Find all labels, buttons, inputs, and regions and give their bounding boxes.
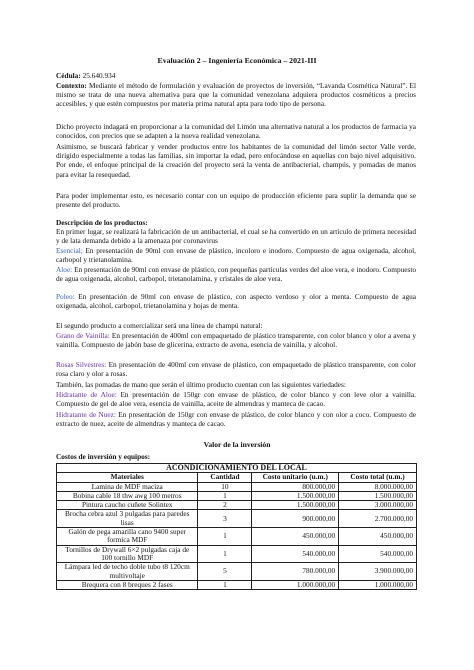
cell-cantidad: 1: [198, 545, 252, 563]
cell-costo-total: 1.000.000,00: [339, 580, 417, 589]
product-text: En presentación de 90ml con envase de plástico, incoloro e inodoro. Compuesto de agua oxigenada, alcohol, carbopol y trietanolamina.: [56, 246, 416, 265]
cedula-line: [56, 71, 416, 80]
table-row: [57, 580, 417, 589]
cell-costo-unitario: 780.000,00: [252, 563, 339, 581]
cell-cantidad: 1: [198, 491, 252, 500]
cell-cantidad: 10: [198, 482, 252, 491]
shampoo-text: En presentación de 400ml con envase de plástico, con empaquetado de plástico transparente, con color rosa claro y olor a rosas.: [56, 360, 416, 379]
pomada-aloe: [56, 390, 416, 408]
cell-material: Galón de pega amarilla cano 9400 super formica MDF: [57, 528, 198, 546]
cell-material: Lamina de MDF maciza: [57, 482, 198, 491]
pomada-text: En presentación de 150gr con envase de plástico, de color blanco y con olor a coco. Compuesto de extracto de nuez, aceite de almendras y manteca de cacao.: [56, 410, 416, 429]
cell-costo-unitario: 1.000.000,00: [252, 580, 339, 589]
product-name: Aloe:: [56, 265, 73, 274]
product-esencial: [56, 246, 416, 264]
cell-costo-unitario: 1.500.000,00: [252, 501, 339, 510]
descripcion-heading: Descripción de los productos:: [56, 218, 148, 227]
costs-table: [56, 463, 417, 590]
header-materiales: Materiales: [57, 473, 198, 482]
product-text: En presentación de 90ml con envase de plástico, con aspecto verdoso y olor a menta. Compuesto de agua oxigenada, alcohol, carbopol, trietanolamina y hojas de menta.: [56, 292, 416, 311]
cell-costo-total: 3.900.000,00: [339, 563, 417, 581]
table-row: [57, 545, 417, 563]
pomada-text: En presentación de 150gr con envase de plástico, de color blanco y con leve olor a vainilla. Compuesto de gel de aloe vera, esencia de vainilla, aceite de almendras y manteca de cacao.: [56, 390, 416, 409]
contexto-paragraph: [56, 81, 416, 109]
cell-material: Brequera con 8 breques 2 fases: [57, 580, 198, 589]
cell-costo-unitario: 540.000,00: [252, 545, 339, 563]
cell-costo-total: 3.000.000,00: [339, 501, 417, 510]
cell-cantidad: 3: [198, 510, 252, 528]
shampoo-name: Grano de Vainilla:: [56, 331, 110, 340]
valor-heading: Valor de la inversión: [203, 440, 271, 449]
second-product-intro: El segundo producto a comercializar será una línea de champú natural:: [56, 321, 263, 330]
shampoo-name: Rosas Silvestres:: [56, 360, 107, 369]
product-name: Esencial;: [56, 246, 83, 255]
shampoo-rosas: [56, 360, 416, 378]
header-costo-unitario: Costo unitario (u.m.): [252, 473, 339, 482]
cell-material: Bobina cable 18 thw awg 100 metros: [57, 491, 198, 500]
product-text: En presentación de 90ml con envase de plástico, con pequeñas partículas verdes del aloe vera, e inodoro. Compuesto de agua oxigenada, alcohol, carbopol, trietanolamina, y cristales de aloe vera.: [56, 265, 416, 284]
cell-costo-unitario: 1.500.000,00: [252, 491, 339, 500]
descripcion-intro: En primer lugar, se realizará la fabricación de un antibacterial, el cual se ha convertido en un artículo de primera necesidad y de lata demanda debido a la amenaza por coronavirus: [56, 227, 416, 246]
cell-costo-unitario: 900.000,00: [252, 510, 339, 528]
pomada-nuez: [56, 410, 416, 428]
table-row: [57, 528, 417, 546]
table-row: [57, 563, 417, 581]
contexto-label: Contexto:: [56, 81, 87, 90]
table-row: [57, 510, 417, 528]
cell-cantidad: 2: [198, 501, 252, 510]
shampoo-text: En presentación de 400ml con empaquetado de plástico transparente, con color blanco y olor a avena y vainilla. Compuesto de jabón base de glicerina, extracto de avena, esencia de vainilla, y alcohol.: [56, 331, 416, 350]
table-row: [57, 482, 417, 491]
cell-costo-total: 1.500.000,00: [339, 491, 417, 500]
product-poleo: [56, 292, 416, 310]
cell-costo-total: 8.000.000,00: [339, 482, 417, 491]
table-section-title: ACONDICIONAMIENTO DEL LOCAL: [57, 464, 417, 473]
cell-costo-unitario: 450.000,00: [252, 528, 339, 546]
cell-costo-unitario: 800.000,00: [252, 482, 339, 491]
product-name: Poleo:: [56, 292, 75, 301]
paragraph-1: Dicho proyecto indagará en proporcionar a la comunidad del Limón una alternativa natural a los productos de farmacia ya conocidos, con precios que se adapten a la nueva realidad venezolana.: [56, 122, 416, 141]
cell-material: Lámpara led de techo doble tubo t8 120cm multivoltaje: [57, 563, 198, 581]
cell-cantidad: 5: [198, 563, 252, 581]
header-cantidad: Cantidad: [198, 473, 252, 482]
pomada-name: Hidratante de Nuez:: [56, 410, 116, 419]
cell-costo-total: 540.000,00: [339, 545, 417, 563]
paragraph-3: Para poder implementar esto, es necesario contar con un equipo de producción eficiente para suplir la demanda que se presente del producto.: [56, 191, 416, 210]
cell-costo-total: 450.000,00: [339, 528, 417, 546]
shampoo-vainilla: [56, 331, 416, 349]
cell-cantidad: 1: [198, 580, 252, 589]
cell-costo-total: 2.700.000,00: [339, 510, 417, 528]
document-title: Evaluación 2 – Ingeniería Económica – 2021-III: [157, 56, 317, 65]
pomadas-intro: También, las pomadas de mano que serán el último producto cuentan con las siguientes variedades:: [56, 380, 346, 389]
product-aloe: [56, 265, 416, 283]
cell-material: Pintura caucho cuñete Solintex: [57, 501, 198, 510]
costos-subheading: Costos de inversión y equipos:: [56, 452, 151, 461]
pomada-name: Hidratante de Aloe:: [56, 390, 117, 399]
cell-material: Brocha cebra azul 3 pulgadas para paredes lisas: [57, 510, 198, 528]
header-costo-total: Costo total (u.m.): [339, 473, 417, 482]
cell-material: Tornillos de Drywall 6×2 pulgadas caja de 100 tornillo MDF: [57, 545, 198, 563]
cedula-value: 25.640.934: [82, 71, 116, 80]
contexto-text: Mediante el método de formulación y evaluación de proyectos de inversión, “Lavanda Cosmética Natural”. El mismo se trata de una nueva alternativa para que la comunidad venezolana adquiera productos cosméticos a precios accesibles, y que estén compuestos por materia prima natural apta para todo tipo de persona.: [56, 81, 416, 109]
cell-cantidad: 1: [198, 528, 252, 546]
table-header-row: [57, 473, 417, 482]
cedula-label: Cédula:: [56, 71, 81, 80]
paragraph-2: Asimismo, se buscará fabricar y vender productos entre los habitantes de la comunidad del limón sector Valle verde, dirigido especialmente a todas las familias, sin importar la edad, pero enfocándose en aquellas con bajo nivel adquisitivo. Por ende, el enfoque principal de la creación del proyecto será la venta de antibacterial, champús, y pomadas de manos para evitar la resequedad.: [56, 142, 416, 179]
